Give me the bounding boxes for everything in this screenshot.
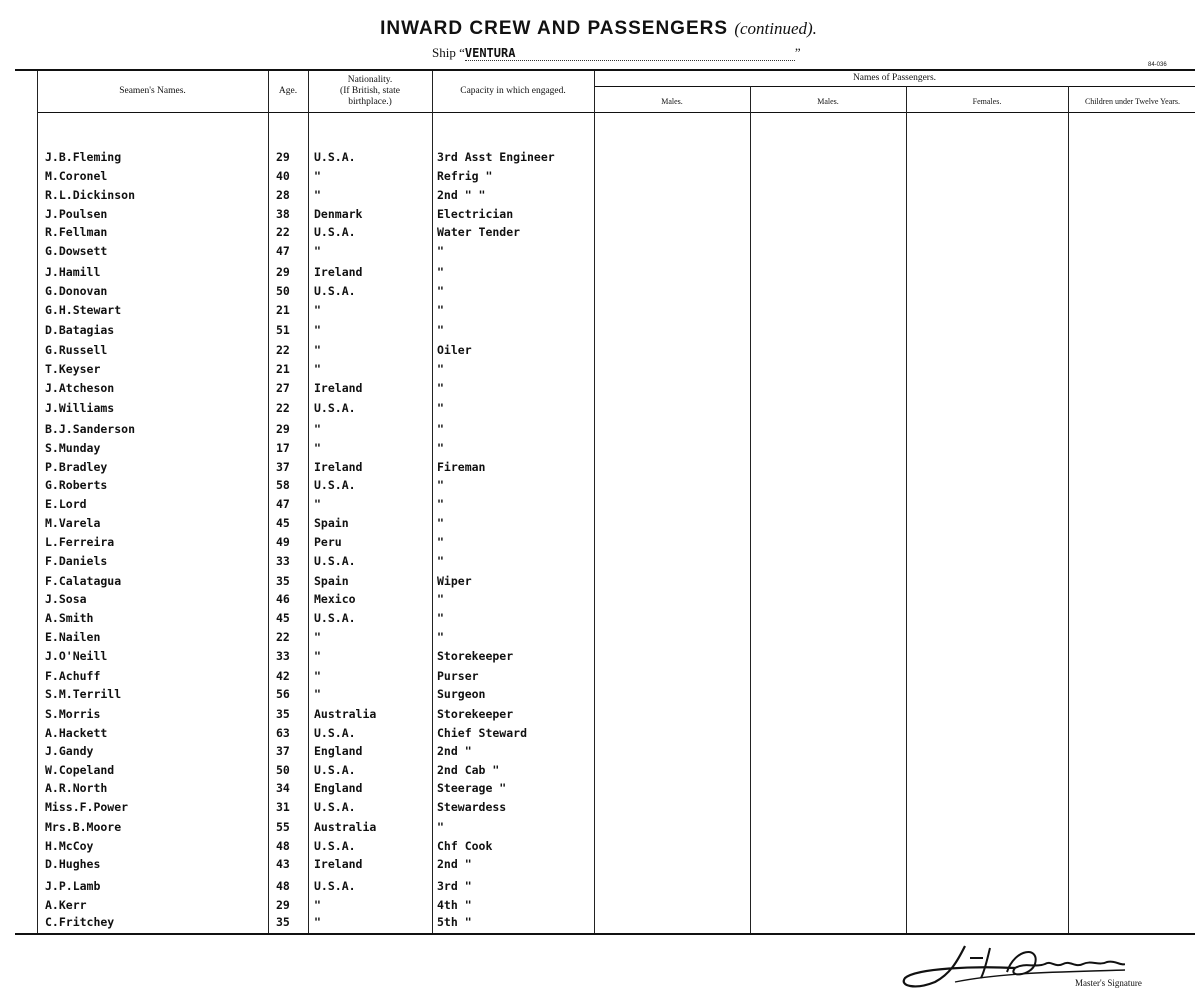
header-females: Females. <box>972 97 1002 106</box>
crew-capacity: Fireman <box>437 460 486 474</box>
col-divider <box>268 71 269 933</box>
crew-name: J.P.Lamb <box>45 879 101 893</box>
crew-capacity: " <box>437 820 444 834</box>
crew-capacity: " <box>437 265 444 279</box>
signature-label: Master's Signature <box>1075 978 1142 988</box>
crew-nationality: " <box>314 630 321 644</box>
crew-nationality: " <box>314 687 321 701</box>
crew-age: 45 <box>276 611 290 625</box>
crew-capacity: Purser <box>437 669 479 683</box>
crew-name: S.Munday <box>45 441 101 455</box>
crew-capacity: Surgeon <box>437 687 486 701</box>
crew-capacity: Oiler <box>437 343 472 357</box>
crew-name: F.Achuff <box>45 669 101 683</box>
crew-name: R.L.Dickinson <box>45 188 136 202</box>
col-divider <box>432 71 433 933</box>
crew-name: G.Dowsett <box>45 244 108 258</box>
crew-age: 47 <box>276 497 290 511</box>
crew-nationality: Ireland <box>314 857 363 871</box>
ship-name: VENTURA <box>465 46 795 61</box>
crew-name: A.R.North <box>45 781 108 795</box>
header-capacity: Capacity in which engaged. <box>460 86 566 96</box>
crew-age: 37 <box>276 744 290 758</box>
crew-nationality: Peru <box>314 535 342 549</box>
crew-capacity: " <box>437 323 444 337</box>
header-children: Children under Twelve Years. <box>1084 97 1181 106</box>
crew-name: D.Hughes <box>45 857 101 871</box>
crew-age: 48 <box>276 839 290 853</box>
crew-capacity: 2nd " " <box>437 188 486 202</box>
crew-nationality: Spain <box>314 574 349 588</box>
crew-age: 17 <box>276 441 290 455</box>
crew-name: S.Morris <box>45 707 101 721</box>
crew-name: C.Fritchey <box>45 915 115 929</box>
crew-capacity: " <box>437 516 444 530</box>
crew-capacity: " <box>437 362 444 376</box>
crew-name: W.Copeland <box>45 763 115 777</box>
title-text: INWARD CREW AND PASSENGERS <box>380 18 729 39</box>
crew-capacity: 5th " <box>437 915 472 929</box>
crew-name: G.H.Stewart <box>45 303 122 317</box>
crew-age: 29 <box>276 150 290 164</box>
page-title <box>0 18 1197 40</box>
crew-name: S.M.Terrill <box>45 687 122 701</box>
crew-age: 34 <box>276 781 290 795</box>
crew-age: 29 <box>276 898 290 912</box>
crew-capacity: " <box>437 592 444 606</box>
crew-nationality: U.S.A. <box>314 401 356 415</box>
crew-name: G.Donovan <box>45 284 108 298</box>
crew-age: 56 <box>276 687 290 701</box>
crew-capacity: " <box>437 478 444 492</box>
crew-nationality: U.S.A. <box>314 879 356 893</box>
crew-capacity: " <box>437 611 444 625</box>
crew-capacity: " <box>437 554 444 568</box>
crew-age: 45 <box>276 516 290 530</box>
crew-nationality: Ireland <box>314 460 363 474</box>
crew-nationality: Australia <box>314 820 377 834</box>
crew-age: 51 <box>276 323 290 337</box>
crew-nationality: " <box>314 303 321 317</box>
crew-name: G.Roberts <box>45 478 108 492</box>
crew-age: 35 <box>276 707 290 721</box>
crew-capacity: 4th " <box>437 898 472 912</box>
crew-nationality: " <box>314 898 321 912</box>
crew-capacity: 2nd Cab " <box>437 763 500 777</box>
crew-age: 33 <box>276 554 290 568</box>
crew-nationality: U.S.A. <box>314 225 356 239</box>
crew-name: A.Smith <box>45 611 94 625</box>
crew-nationality: " <box>314 323 321 337</box>
ship-close: ” <box>794 45 801 60</box>
header-passengers: Names of Passengers. <box>852 73 937 83</box>
crew-nationality: Ireland <box>314 265 363 279</box>
crew-capacity: Storekeeper <box>437 707 514 721</box>
col-divider <box>906 86 907 933</box>
crew-capacity: Storekeeper <box>437 649 514 663</box>
crew-age: 22 <box>276 401 290 415</box>
passenger-header-rule <box>594 86 1195 87</box>
crew-age: 40 <box>276 169 290 183</box>
crew-age: 35 <box>276 915 290 929</box>
crew-age: 38 <box>276 207 290 221</box>
crew-age: 49 <box>276 535 290 549</box>
crew-age: 22 <box>276 225 290 239</box>
header-nationality <box>308 75 432 108</box>
crew-age: 29 <box>276 422 290 436</box>
col-divider <box>1068 86 1069 933</box>
crew-age: 47 <box>276 244 290 258</box>
crew-name: L.Ferreira <box>45 535 115 549</box>
crew-nationality: U.S.A. <box>314 763 356 777</box>
crew-capacity: Stewardess <box>437 800 507 814</box>
crew-nationality: U.S.A. <box>314 839 356 853</box>
crew-age: 21 <box>276 362 290 376</box>
crew-name: T.Keyser <box>45 362 101 376</box>
crew-age: 28 <box>276 188 290 202</box>
crew-name: J.Atcheson <box>45 381 115 395</box>
crew-nationality: U.S.A. <box>314 800 356 814</box>
crew-capacity: 2nd " <box>437 744 472 758</box>
crew-name: R.Fellman <box>45 225 108 239</box>
crew-nationality: U.S.A. <box>314 150 356 164</box>
header-names: Seamen's Names. <box>119 86 186 96</box>
header-nationality-line3: birthplace.) <box>348 97 392 107</box>
crew-age: 31 <box>276 800 290 814</box>
crew-name: J.Poulsen <box>45 207 108 221</box>
crew-nationality: " <box>314 362 321 376</box>
crew-age: 55 <box>276 820 290 834</box>
crew-name: J.Hamill <box>45 265 101 279</box>
crew-nationality: " <box>314 244 321 258</box>
crew-nationality: U.S.A. <box>314 726 356 740</box>
crew-age: 21 <box>276 303 290 317</box>
crew-nationality: " <box>314 422 321 436</box>
ship-label: Ship “ <box>432 45 465 60</box>
crew-age: 37 <box>276 460 290 474</box>
crew-age: 27 <box>276 381 290 395</box>
crew-name: J.O'Neill <box>45 649 108 663</box>
crew-capacity: " <box>437 244 444 258</box>
crew-nationality: U.S.A. <box>314 284 356 298</box>
crew-name: J.Gandy <box>45 744 94 758</box>
col-divider <box>37 71 38 933</box>
crew-name: E.Nailen <box>45 630 101 644</box>
crew-name: A.Hackett <box>45 726 108 740</box>
crew-capacity: " <box>437 497 444 511</box>
crew-capacity: Steerage " <box>437 781 507 795</box>
crew-name: M.Varela <box>45 516 101 530</box>
title-continued: (continued). <box>734 19 817 38</box>
form-number: 84-036 <box>1148 62 1167 68</box>
crew-capacity: " <box>437 401 444 415</box>
crew-name: Miss.F.Power <box>45 800 129 814</box>
crew-age: 29 <box>276 265 290 279</box>
crew-name: G.Russell <box>45 343 108 357</box>
crew-nationality: Spain <box>314 516 349 530</box>
crew-capacity: Chief Steward <box>437 726 528 740</box>
crew-nationality: " <box>314 915 321 929</box>
crew-capacity: Electrician <box>437 207 514 221</box>
crew-name: H.McCoy <box>45 839 94 853</box>
crew-age: 22 <box>276 630 290 644</box>
crew-nationality: " <box>314 669 321 683</box>
crew-capacity: Chf Cook <box>437 839 493 853</box>
crew-nationality: " <box>314 497 321 511</box>
crew-name: F.Calatagua <box>45 574 122 588</box>
header-nationality-line2: (If British, state <box>340 86 400 96</box>
crew-capacity: " <box>437 535 444 549</box>
crew-capacity: " <box>437 381 444 395</box>
crew-nationality: " <box>314 343 321 357</box>
header-nationality-line1: Nationality. <box>347 75 393 85</box>
ship-line <box>432 45 801 61</box>
crew-nationality: " <box>314 649 321 663</box>
crew-capacity: 2nd " <box>437 857 472 871</box>
crew-name: J.Sosa <box>45 592 87 606</box>
crew-name: M.Coronel <box>45 169 108 183</box>
crew-age: 35 <box>276 574 290 588</box>
crew-age: 42 <box>276 669 290 683</box>
crew-name: A.Kerr <box>45 898 87 912</box>
crew-capacity: Water Tender <box>437 225 521 239</box>
crew-name: J.B.Fleming <box>45 150 122 164</box>
crew-age: 46 <box>276 592 290 606</box>
crew-age: 63 <box>276 726 290 740</box>
crew-name: Mrs.B.Moore <box>45 820 122 834</box>
crew-capacity: " <box>437 284 444 298</box>
crew-capacity: " <box>437 303 444 317</box>
crew-name: D.Batagias <box>45 323 115 337</box>
crew-name: P.Bradley <box>45 460 108 474</box>
crew-age: 48 <box>276 879 290 893</box>
crew-nationality: " <box>314 441 321 455</box>
crew-capacity: 3rd Asst Engineer <box>437 150 555 164</box>
header-age: Age. <box>278 86 298 96</box>
header-males-1: Males. <box>661 97 683 106</box>
crew-age: 50 <box>276 763 290 777</box>
crew-nationality: " <box>314 188 321 202</box>
crew-nationality: Australia <box>314 707 377 721</box>
crew-nationality: U.S.A. <box>314 611 356 625</box>
crew-name: F.Daniels <box>45 554 108 568</box>
crew-age: 22 <box>276 343 290 357</box>
crew-age: 58 <box>276 478 290 492</box>
crew-capacity: " <box>437 422 444 436</box>
crew-name: J.Williams <box>45 401 115 415</box>
crew-age: 43 <box>276 857 290 871</box>
header-males-2: Males. <box>817 97 839 106</box>
crew-nationality: England <box>314 781 363 795</box>
crew-capacity: Wiper <box>437 574 472 588</box>
crew-name: B.J.Sanderson <box>45 422 136 436</box>
crew-nationality: Ireland <box>314 381 363 395</box>
crew-nationality: U.S.A. <box>314 478 356 492</box>
top-rule <box>15 69 1195 71</box>
crew-capacity: " <box>437 630 444 644</box>
crew-capacity: 3rd " <box>437 879 472 893</box>
col-divider <box>594 71 595 933</box>
crew-nationality: Denmark <box>314 207 363 221</box>
crew-capacity: Refrig " <box>437 169 493 183</box>
header-bottom-rule <box>37 112 1195 113</box>
crew-nationality: U.S.A. <box>314 554 356 568</box>
col-divider <box>308 71 309 933</box>
crew-nationality: Mexico <box>314 592 356 606</box>
col-divider <box>750 86 751 933</box>
crew-nationality: " <box>314 169 321 183</box>
crew-age: 50 <box>276 284 290 298</box>
bottom-rule <box>15 933 1195 935</box>
crew-age: 33 <box>276 649 290 663</box>
crew-nationality: England <box>314 744 363 758</box>
crew-name: E.Lord <box>45 497 87 511</box>
crew-capacity: " <box>437 441 444 455</box>
